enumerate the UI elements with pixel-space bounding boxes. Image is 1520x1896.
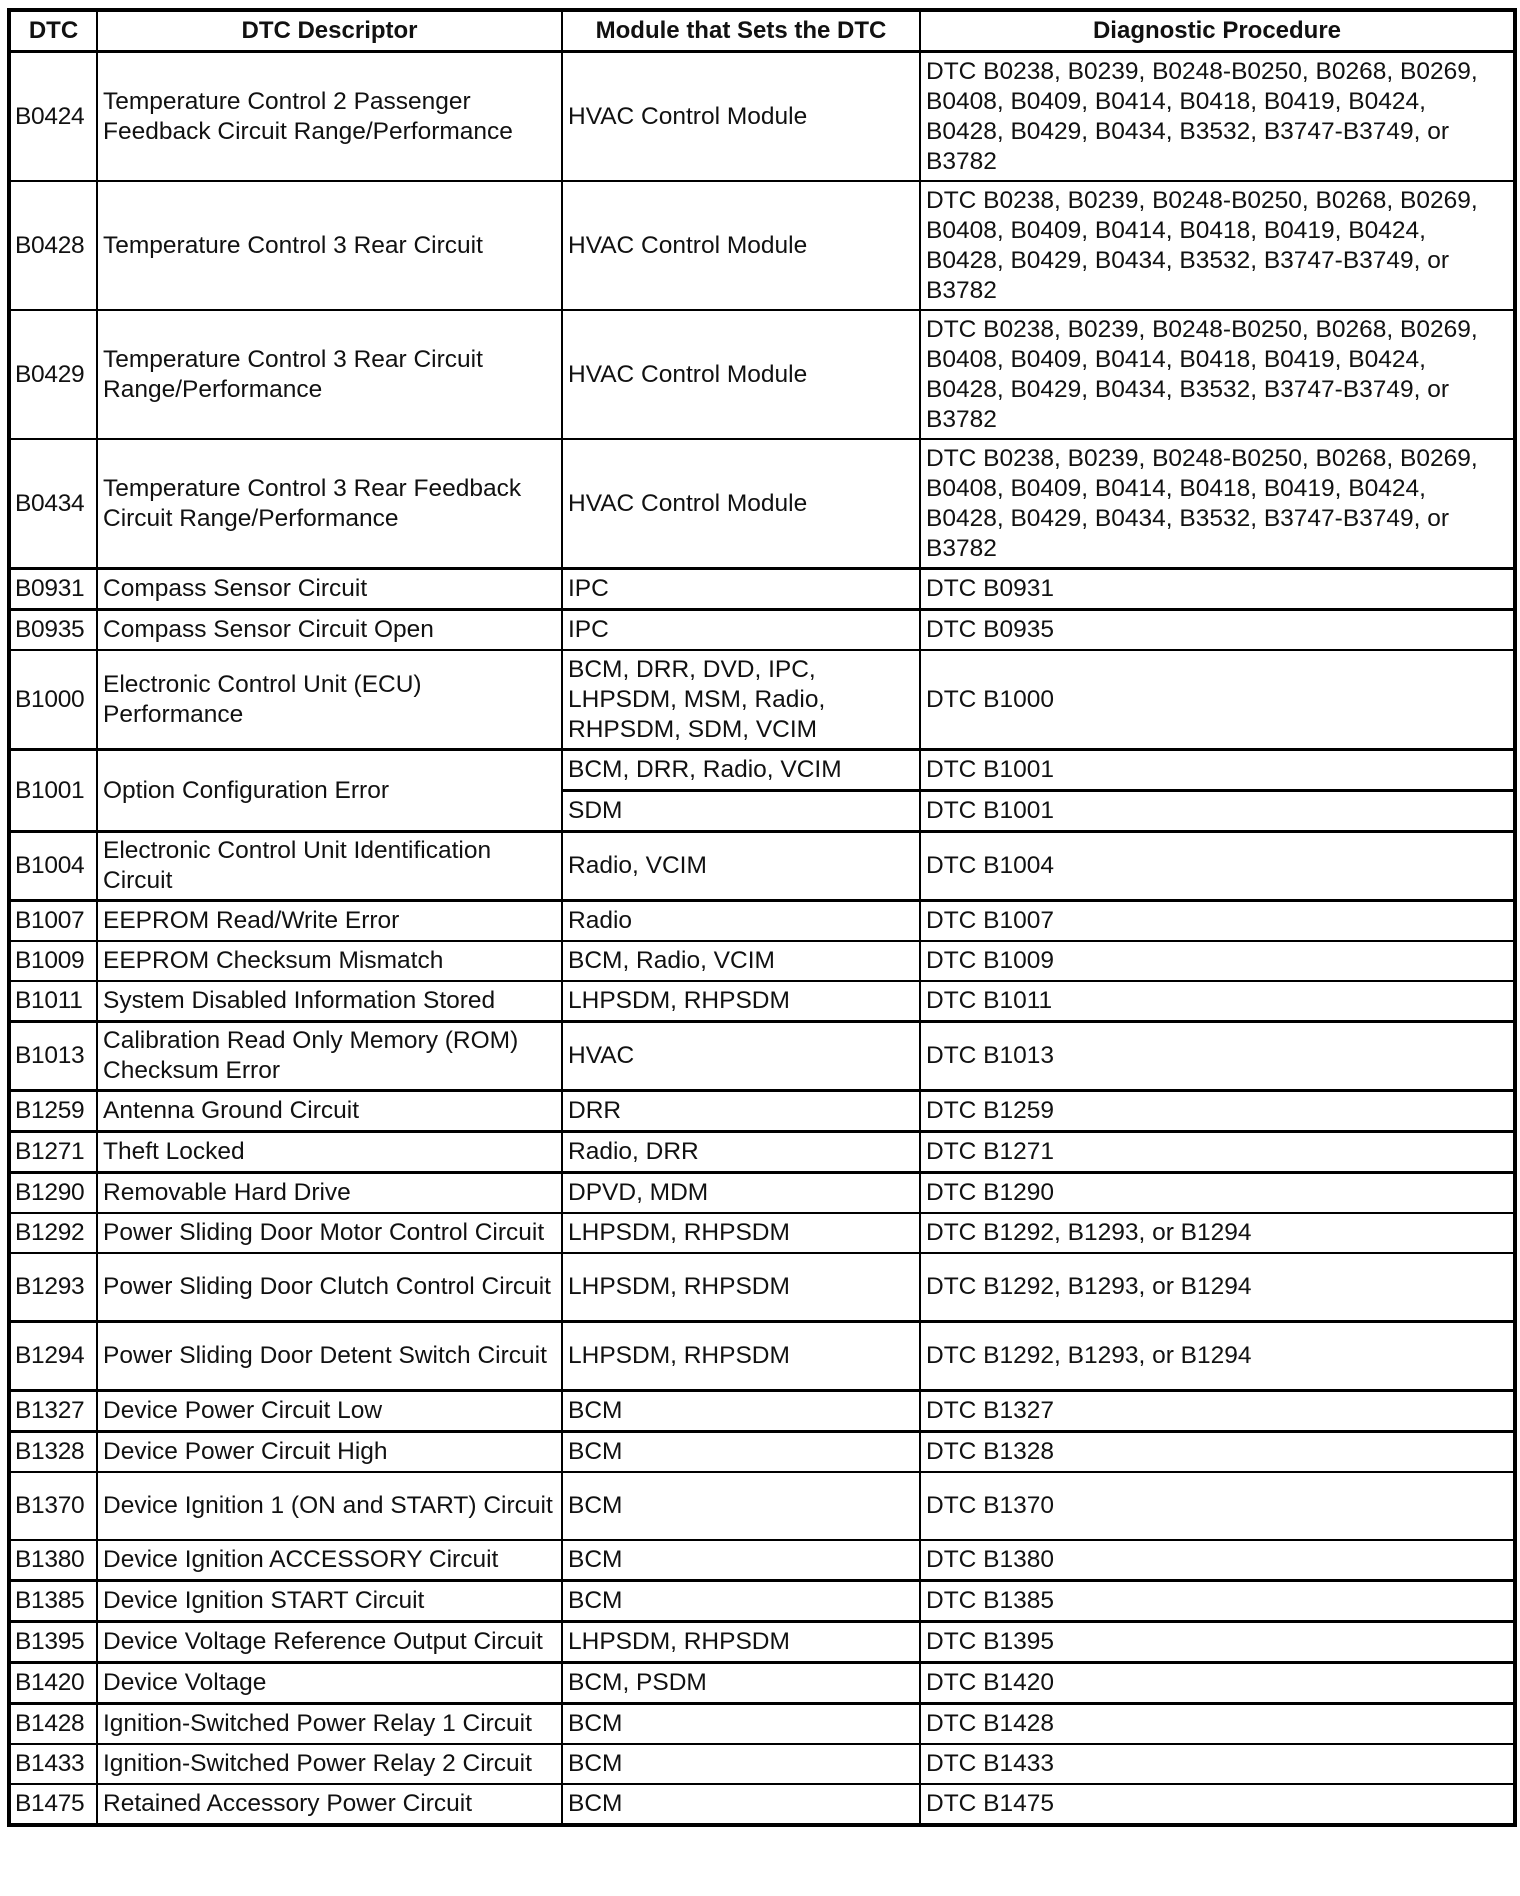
dtc-descriptor: Temperature Control 3 Rear Circuit Range/Performance: [97, 310, 562, 439]
table-row: [9, 1432, 1515, 1473]
module: SDM: [562, 791, 920, 832]
dtc-code: B0931: [9, 569, 97, 610]
dtc-descriptor: Temperature Control 3 Rear Circuit: [97, 181, 562, 310]
table-row: [9, 181, 1515, 310]
diagnostic-procedure: DTC B1475: [920, 1784, 1515, 1825]
table-header-row: [9, 10, 1515, 52]
dtc-code: B1007: [9, 901, 97, 942]
diagnostic-procedure: DTC B1328: [920, 1432, 1515, 1473]
table-row: [9, 1744, 1515, 1784]
dtc-code: B0428: [9, 181, 97, 310]
table-row: [9, 1132, 1515, 1173]
dtc-code: B1380: [9, 1540, 97, 1581]
dtc-descriptor: EEPROM Read/Write Error: [97, 901, 562, 942]
dtc-descriptor: Removable Hard Drive: [97, 1173, 562, 1214]
dtc-code: B1000: [9, 650, 97, 750]
dtc-code: B1271: [9, 1132, 97, 1173]
table-row: [9, 1784, 1515, 1825]
module: BCM, PSDM: [562, 1663, 920, 1704]
header-dtc: DTC: [9, 10, 97, 52]
diagnostic-procedure: DTC B1420: [920, 1663, 1515, 1704]
dtc-code: B1395: [9, 1622, 97, 1663]
dtc-code: B1433: [9, 1744, 97, 1784]
diagnostic-procedure: DTC B0238, B0239, B0248-B0250, B0268, B0269, B0408, B0409, B0414, B0418, B0419, B0424, B0428, B0429, B0434, B3532, B3747-B3749, or B3782: [920, 52, 1515, 182]
module: BCM: [562, 1784, 920, 1825]
module: LHPSDM, RHPSDM: [562, 1253, 920, 1322]
dtc-descriptor: Temperature Control 3 Rear Feedback Circuit Range/Performance: [97, 439, 562, 569]
dtc-descriptor: Ignition-Switched Power Relay 2 Circuit: [97, 1744, 562, 1784]
table-row: [9, 650, 1515, 750]
module: LHPSDM, RHPSDM: [562, 1622, 920, 1663]
table-row: [9, 1622, 1515, 1663]
module: BCM, Radio, VCIM: [562, 941, 920, 981]
table-row: [9, 1472, 1515, 1540]
dtc-descriptor: EEPROM Checksum Mismatch: [97, 941, 562, 981]
table-row: [9, 569, 1515, 610]
dtc-descriptor: Power Sliding Door Motor Control Circuit: [97, 1213, 562, 1253]
dtc-descriptor: Compass Sensor Circuit: [97, 569, 562, 610]
table-row: [9, 901, 1515, 942]
module: LHPSDM, RHPSDM: [562, 1213, 920, 1253]
table-row: [9, 310, 1515, 439]
table-row: [9, 1091, 1515, 1132]
dtc-code: B0424: [9, 52, 97, 182]
module: DRR: [562, 1091, 920, 1132]
diagnostic-procedure: DTC B0238, B0239, B0248-B0250, B0268, B0269, B0408, B0409, B0414, B0418, B0419, B0424, B0428, B0429, B0434, B3532, B3747-B3749, or B3782: [920, 439, 1515, 569]
table-row: [9, 1704, 1515, 1745]
module: Radio, VCIM: [562, 832, 920, 901]
dtc-code: B1420: [9, 1663, 97, 1704]
module: BCM: [562, 1432, 920, 1473]
module: LHPSDM, RHPSDM: [562, 981, 920, 1022]
dtc-descriptor: Device Voltage Reference Output Circuit: [97, 1622, 562, 1663]
module: DPVD, MDM: [562, 1173, 920, 1214]
dtc-descriptor: Compass Sensor Circuit Open: [97, 610, 562, 651]
diagnostic-procedure: DTC B1011: [920, 981, 1515, 1022]
dtc-descriptor: Electronic Control Unit (ECU) Performance: [97, 650, 562, 750]
diagnostic-procedure: DTC B1001: [920, 791, 1515, 832]
dtc-descriptor: Temperature Control 2 Passenger Feedback Circuit Range/Performance: [97, 52, 562, 182]
diagnostic-procedure: DTC B0238, B0239, B0248-B0250, B0268, B0269, B0408, B0409, B0414, B0418, B0419, B0424, B0428, B0429, B0434, B3532, B3747-B3749, or B3782: [920, 181, 1515, 310]
table-row: [9, 832, 1515, 901]
module: BCM: [562, 1472, 920, 1540]
dtc-code: B0935: [9, 610, 97, 651]
diagnostic-procedure: DTC B1292, B1293, or B1294: [920, 1322, 1515, 1391]
dtc-descriptor: Device Ignition ACCESSORY Circuit: [97, 1540, 562, 1581]
dtc-code: B1328: [9, 1432, 97, 1473]
module: BCM, DRR, Radio, VCIM: [562, 750, 920, 791]
dtc-descriptor: System Disabled Information Stored: [97, 981, 562, 1022]
dtc-code: B1475: [9, 1784, 97, 1825]
dtc-code: B1327: [9, 1391, 97, 1432]
table-row: [9, 1322, 1515, 1391]
dtc-code: B1290: [9, 1173, 97, 1214]
dtc-descriptor: Power Sliding Door Detent Switch Circuit: [97, 1322, 562, 1391]
module: BCM: [562, 1581, 920, 1622]
diagnostic-procedure: DTC B1013: [920, 1022, 1515, 1091]
table-row: [9, 750, 1515, 791]
diagnostic-procedure: DTC B1259: [920, 1091, 1515, 1132]
dtc-code: B1013: [9, 1022, 97, 1091]
module: HVAC Control Module: [562, 310, 920, 439]
dtc-code: B1370: [9, 1472, 97, 1540]
diagnostic-procedure: DTC B1271: [920, 1132, 1515, 1173]
dtc-descriptor: Electronic Control Unit Identification Circuit: [97, 832, 562, 901]
module: HVAC Control Module: [562, 181, 920, 310]
dtc-descriptor: Device Power Circuit High: [97, 1432, 562, 1473]
diagnostic-procedure: DTC B1007: [920, 901, 1515, 942]
module: HVAC Control Module: [562, 52, 920, 182]
module: BCM, DRR, DVD, IPC, LHPSDM, MSM, Radio, RHPSDM, SDM, VCIM: [562, 650, 920, 750]
diagnostic-procedure: DTC B1000: [920, 650, 1515, 750]
module: HVAC Control Module: [562, 439, 920, 569]
dtc-descriptor: Power Sliding Door Clutch Control Circuit: [97, 1253, 562, 1322]
header-module: Module that Sets the DTC: [562, 10, 920, 52]
table-row: [9, 610, 1515, 651]
header-diagnostic-procedure: Diagnostic Procedure: [920, 10, 1515, 52]
table-row: [9, 1581, 1515, 1622]
diagnostic-procedure: DTC B0935: [920, 610, 1515, 651]
table-row: [9, 941, 1515, 981]
module: HVAC: [562, 1022, 920, 1091]
module: LHPSDM, RHPSDM: [562, 1322, 920, 1391]
diagnostic-procedure: DTC B1395: [920, 1622, 1515, 1663]
dtc-descriptor: Ignition-Switched Power Relay 1 Circuit: [97, 1704, 562, 1745]
diagnostic-procedure: DTC B1004: [920, 832, 1515, 901]
dtc-descriptor: Device Ignition 1 (ON and START) Circuit: [97, 1472, 562, 1540]
dtc-code: B1259: [9, 1091, 97, 1132]
dtc-descriptor: Device Power Circuit Low: [97, 1391, 562, 1432]
dtc-code: B1292: [9, 1213, 97, 1253]
dtc-code: B1011: [9, 981, 97, 1022]
dtc-descriptor: Retained Accessory Power Circuit: [97, 1784, 562, 1825]
dtc-code: B1385: [9, 1581, 97, 1622]
module: Radio, DRR: [562, 1132, 920, 1173]
dtc-descriptor: Antenna Ground Circuit: [97, 1091, 562, 1132]
module: IPC: [562, 610, 920, 651]
dtc-code: B1001: [9, 750, 97, 832]
table-row: [9, 1173, 1515, 1214]
diagnostic-procedure: DTC B1292, B1293, or B1294: [920, 1253, 1515, 1322]
module: BCM: [562, 1540, 920, 1581]
diagnostic-procedure: DTC B1428: [920, 1704, 1515, 1745]
dtc-descriptor: Theft Locked: [97, 1132, 562, 1173]
diagnostic-procedure: DTC B1370: [920, 1472, 1515, 1540]
table-row: [9, 1213, 1515, 1253]
table-row: [9, 52, 1515, 182]
dtc-table: [7, 8, 1517, 1827]
module: BCM: [562, 1391, 920, 1432]
diagnostic-procedure: DTC B1327: [920, 1391, 1515, 1432]
table-row: [9, 439, 1515, 569]
diagnostic-procedure: DTC B0238, B0239, B0248-B0250, B0268, B0269, B0408, B0409, B0414, B0418, B0419, B0424, B0428, B0429, B0434, B3532, B3747-B3749, or B3782: [920, 310, 1515, 439]
table-row: [9, 1022, 1515, 1091]
table-row: [9, 981, 1515, 1022]
dtc-descriptor: Device Voltage: [97, 1663, 562, 1704]
dtc-code: B1004: [9, 832, 97, 901]
module: IPC: [562, 569, 920, 610]
dtc-code: B1428: [9, 1704, 97, 1745]
table-row: [9, 1663, 1515, 1704]
diagnostic-procedure: DTC B1009: [920, 941, 1515, 981]
diagnostic-procedure: DTC B1433: [920, 1744, 1515, 1784]
module: BCM: [562, 1704, 920, 1745]
module: Radio: [562, 901, 920, 942]
dtc-descriptor: Device Ignition START Circuit: [97, 1581, 562, 1622]
table-row: [9, 1391, 1515, 1432]
dtc-code: B1294: [9, 1322, 97, 1391]
diagnostic-procedure: DTC B1290: [920, 1173, 1515, 1214]
table-row: [9, 1540, 1515, 1581]
diagnostic-procedure: DTC B1385: [920, 1581, 1515, 1622]
diagnostic-procedure: DTC B1380: [920, 1540, 1515, 1581]
dtc-code: B1009: [9, 941, 97, 981]
dtc-code: B1293: [9, 1253, 97, 1322]
diagnostic-procedure: DTC B0931: [920, 569, 1515, 610]
module: BCM: [562, 1744, 920, 1784]
dtc-descriptor: Calibration Read Only Memory (ROM) Checksum Error: [97, 1022, 562, 1091]
dtc-descriptor: Option Configuration Error: [97, 750, 562, 832]
dtc-code: B0434: [9, 439, 97, 569]
diagnostic-procedure: DTC B1001: [920, 750, 1515, 791]
table-row: [9, 1253, 1515, 1322]
header-dtc-descriptor: DTC Descriptor: [97, 10, 562, 52]
diagnostic-procedure: DTC B1292, B1293, or B1294: [920, 1213, 1515, 1253]
dtc-code: B0429: [9, 310, 97, 439]
